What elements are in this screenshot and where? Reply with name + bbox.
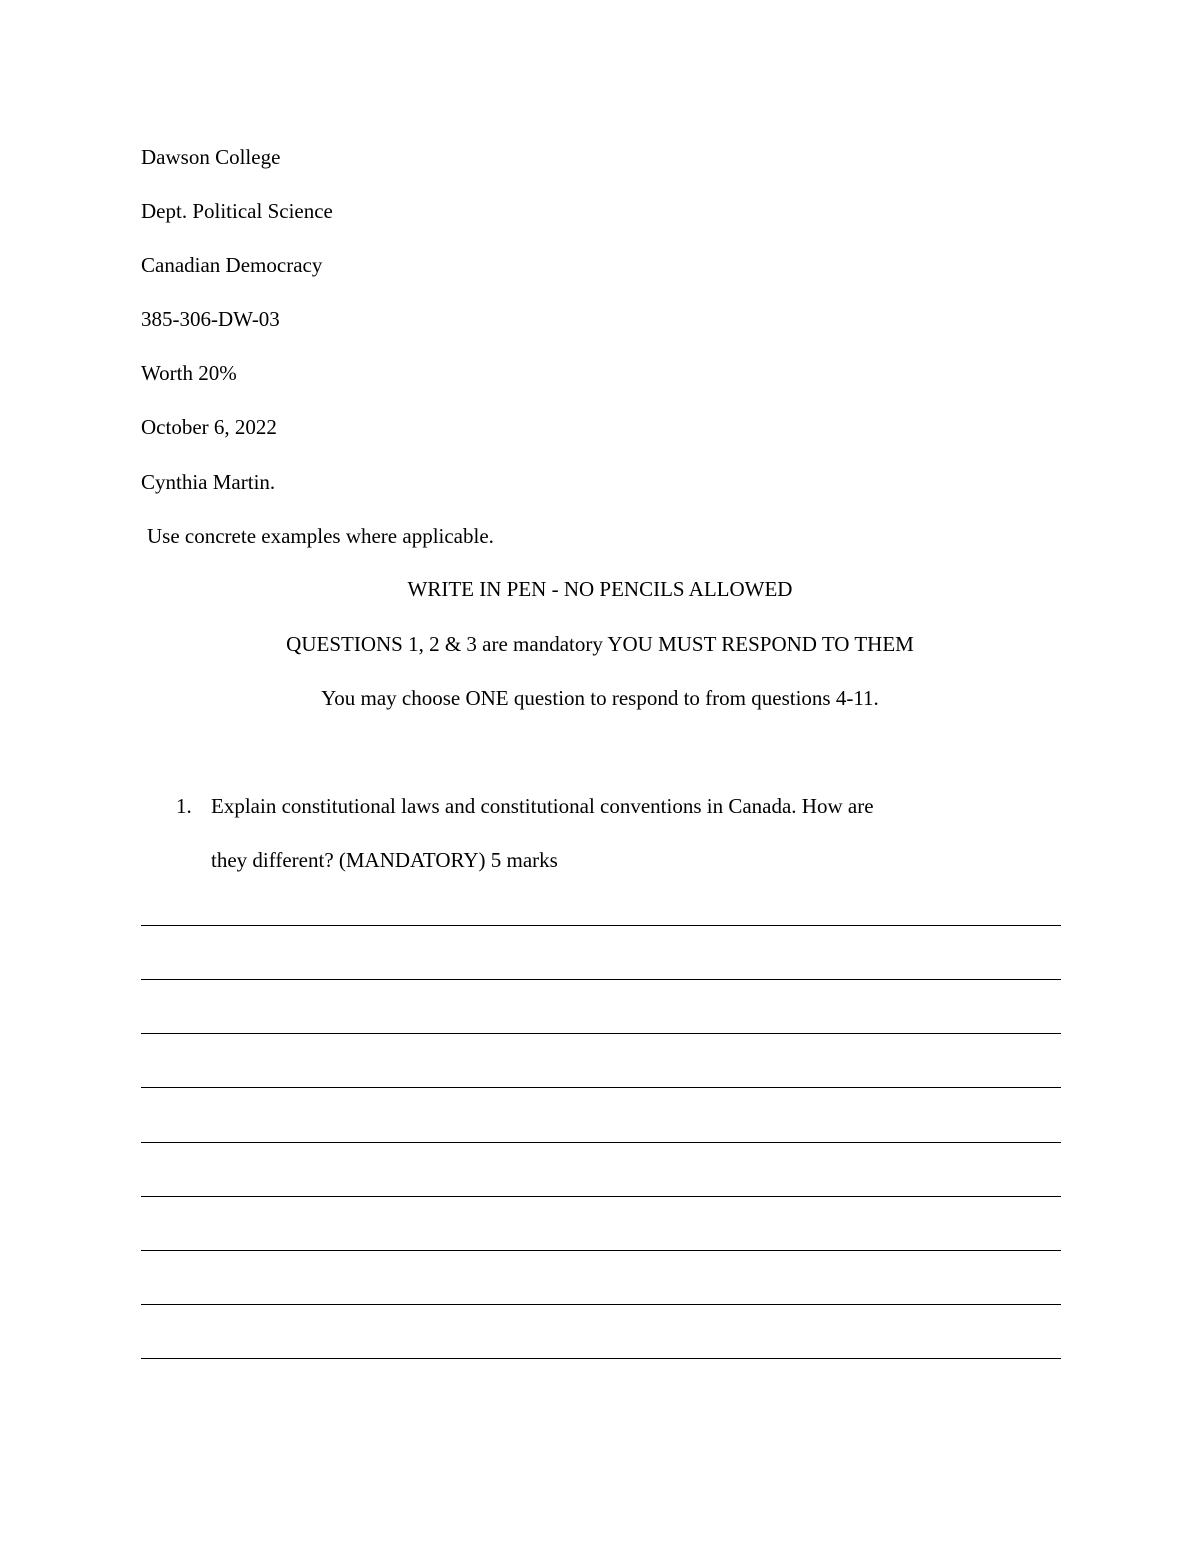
answer-line[interactable] — [141, 1033, 1061, 1034]
instructor-name: Cynthia Martin. — [141, 470, 276, 494]
question-text-line-1: Explain constitutional laws and constitutional conventions in Canada. How are — [211, 794, 874, 818]
answer-line[interactable] — [141, 1250, 1061, 1251]
question-number: 1. — [176, 794, 192, 818]
answer-line[interactable] — [141, 925, 1061, 926]
answer-line[interactable] — [141, 979, 1061, 980]
answer-line[interactable] — [141, 1087, 1061, 1088]
answer-line[interactable] — [141, 1142, 1061, 1143]
choice-instruction: You may choose ONE question to respond to from questions 4-11. — [321, 686, 879, 710]
answer-line[interactable] — [141, 1304, 1061, 1305]
pen-instruction: WRITE IN PEN - NO PENCILS ALLOWED — [407, 577, 793, 601]
exam-date: October 6, 2022 — [141, 415, 277, 439]
course-title: Canadian Democracy — [141, 253, 323, 277]
exam-weight: Worth 20% — [141, 361, 237, 385]
answer-line[interactable] — [141, 1196, 1061, 1197]
mandatory-instruction: QUESTIONS 1, 2 & 3 are mandatory YOU MUST RESPOND TO THEM — [286, 632, 914, 656]
examples-instruction: Use concrete examples where applicable. — [147, 524, 494, 548]
answer-line[interactable] — [141, 1358, 1061, 1359]
course-code: 385-306-DW-03 — [141, 307, 280, 331]
college-name: Dawson College — [141, 145, 281, 169]
department: Dept. Political Science — [141, 199, 333, 223]
question-text-line-2: they different? (MANDATORY) 5 marks — [211, 848, 558, 872]
